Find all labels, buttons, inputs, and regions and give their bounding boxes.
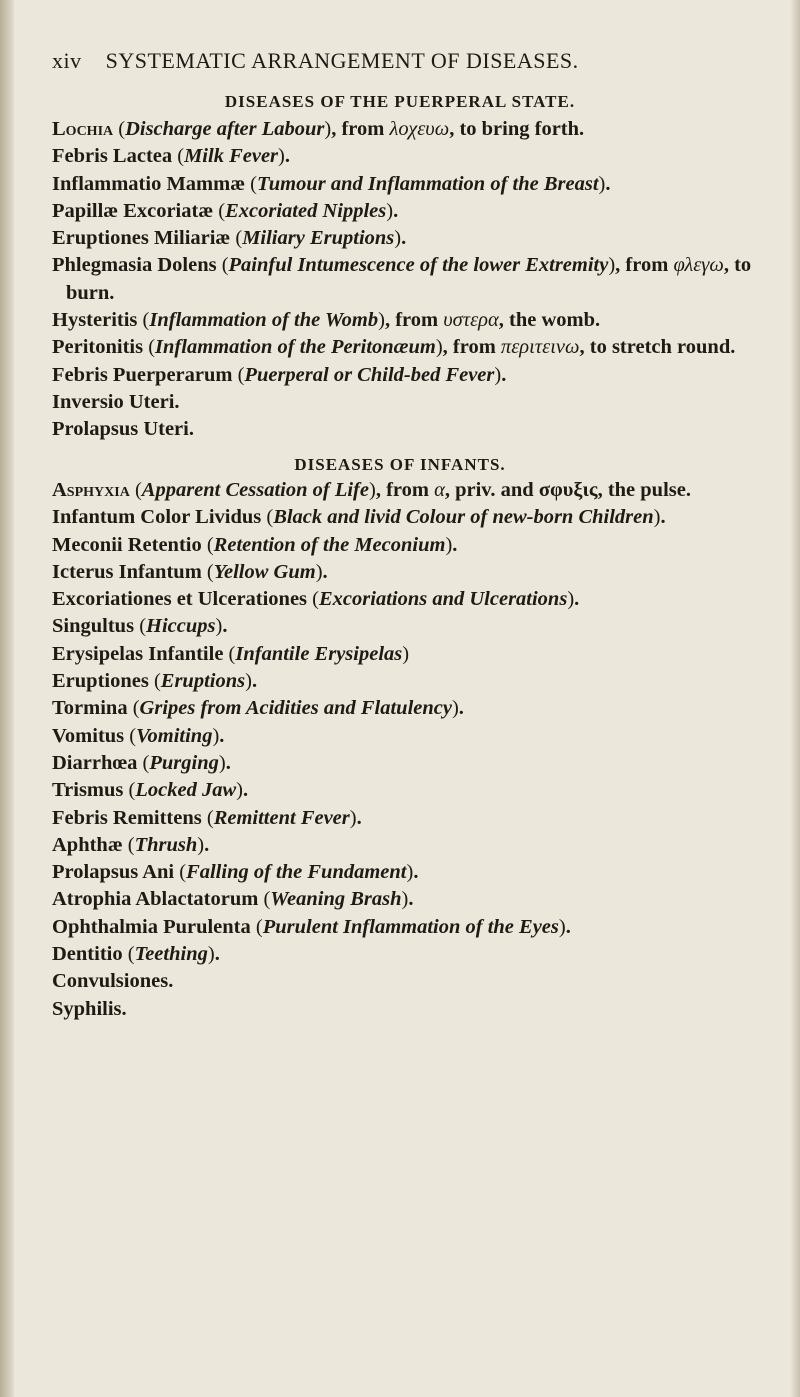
page-binding-edge	[0, 0, 14, 1397]
disease-entry: Singultus (Hiccups).	[52, 615, 228, 638]
disease-entry: Aphthæ (Thrush).	[52, 833, 210, 856]
entry-suffix: .	[565, 915, 571, 938]
entry-suffix: .	[222, 615, 228, 638]
disease-translation: Falling of the Fundament	[186, 861, 407, 884]
disease-term: Tormina	[52, 697, 128, 720]
disease-term: Febris Lactea	[52, 145, 173, 168]
page-right-edge	[790, 0, 800, 1397]
disease-term: Icterus Infantum	[52, 560, 202, 583]
disease-term: Dentitio	[52, 943, 123, 966]
disease-term: Convulsiones.	[52, 970, 174, 993]
disease-term: Hysteritis	[52, 309, 138, 332]
disease-entry: Peritonitis (Inflammation of the Peritonæum), from περιτεινω, to stretch round.	[52, 336, 736, 359]
page-title: SYSTEMATIC ARRANGEMENT OF DISEASES.	[105, 48, 579, 73]
disease-entry: Febris Remittens (Remittent Fever).	[52, 806, 362, 829]
disease-term: Lochia	[52, 118, 114, 140]
disease-entry: Febris Puerperarum (Puerperal or Child-bed Fever).	[52, 363, 507, 386]
disease-translation: Puerperal or Child-bed Fever	[244, 363, 495, 386]
disease-translation: Tumour and Inflammation of the Breast	[256, 172, 599, 195]
disease-translation: Yellow Gum	[213, 560, 316, 583]
disease-entry: Trismus (Locked Jaw).	[52, 779, 249, 802]
disease-translation: Black and livid Colour of new-born Children	[273, 506, 654, 529]
greek-etymology: περιτεινω	[500, 336, 580, 359]
disease-entry: Meconii Retentio (Retention of the Meconium).	[52, 533, 458, 556]
entry-suffix: .	[458, 697, 464, 720]
entry-suffix: , from	[331, 118, 390, 140]
entry-suffix: .	[251, 670, 258, 693]
disease-translation: Excoriations and Ulcerations	[319, 588, 568, 611]
entry-suffix: .	[452, 533, 458, 556]
entry-suffix: .	[284, 145, 290, 168]
disease-translation: Purging	[149, 751, 219, 774]
entry-suffix: , from	[375, 479, 435, 501]
disease-entry: Dentitio (Teething).	[52, 943, 220, 966]
disease-term: Eruptiones Miliariæ	[52, 227, 231, 250]
disease-term: Singultus	[52, 615, 135, 638]
disease-translation: Inflammation of the Womb	[149, 309, 379, 332]
disease-translation: Vomiting	[136, 724, 213, 747]
disease-entry: Eruptiones Miliariæ (Miliary Eruptions).	[52, 227, 407, 250]
running-head	[52, 48, 792, 74]
disease-entry: Papillæ Excoriatæ (Excoriated Nipples).	[52, 199, 399, 222]
disease-entry	[52, 389, 772, 416]
entry-suffix: .	[574, 588, 580, 611]
disease-term: Infantum Color Lividus	[52, 506, 262, 529]
disease-translation: Gripes from Acidities and Flatulency	[139, 697, 452, 720]
etymology-gloss: , to bring forth.	[449, 118, 585, 140]
disease-entry: Phlegmasia Dolens (Painful Intumescence of the lower Extremity), from φλεγω, to burn.	[52, 254, 752, 304]
disease-entry: Vomitus (Vomiting).	[52, 724, 225, 747]
disease-term: Ophthalmia Purulenta	[52, 915, 251, 938]
disease-entry	[52, 416, 772, 443]
disease-translation: Discharge after Labour	[125, 118, 325, 140]
disease-entry	[52, 996, 772, 1023]
greek-etymology: υστερα	[443, 309, 499, 332]
disease-entry: Tormina (Gripes from Acidities and Flatulency).	[52, 697, 464, 720]
disease-entry: Hysteritis (Inflammation of the Womb), from υστερα, the womb.	[52, 309, 601, 332]
disease-translation: Milk Fever	[184, 145, 279, 168]
disease-term: Asphyxia	[52, 479, 130, 501]
disease-entry: Atrophia Ablactatorum (Weaning Brash).	[52, 888, 414, 911]
disease-term: Vomitus	[52, 724, 125, 747]
disease-term: Prolapsus Ani	[52, 861, 175, 884]
disease-translation: Retention of the Meconium	[213, 533, 446, 556]
disease-translation: Inflammation of the Peritonæum	[155, 336, 436, 359]
disease-entry	[52, 968, 772, 995]
disease-entry: Ophthalmia Purulenta (Purulent Inflammation of the Eyes).	[52, 915, 571, 938]
disease-translation: Remittent Fever	[213, 806, 350, 829]
section-heading-infants: DISEASES OF INFANTS.	[294, 455, 506, 474]
disease-translation: Miliary Eruptions	[242, 227, 395, 250]
disease-entry: Prolapsus Ani (Falling of the Fundament).	[52, 861, 419, 884]
entry-suffix: .	[401, 227, 407, 250]
entry-suffix: .	[322, 560, 328, 583]
disease-translation: Infantile Erysipelas	[235, 642, 403, 665]
disease-term: Syphilis.	[52, 997, 127, 1020]
entry-suffix: .	[605, 172, 611, 195]
disease-term: Atrophia Ablactatorum	[52, 888, 259, 911]
infant-disease-list	[52, 477, 772, 1023]
disease-entry: Erysipelas Infantile (Infantile Erysipelas)	[52, 642, 410, 665]
disease-term: Papillæ Excoriatæ	[52, 199, 214, 222]
etymology-gloss: , the womb.	[498, 309, 601, 332]
disease-translation: Weaning Brash	[270, 888, 402, 911]
etymology-gloss: , to burn.	[66, 254, 752, 304]
section-heading-puerperal: DISEASES OF THE PUERPERAL STATE.	[224, 92, 576, 111]
etymology-gloss: , priv. and σφυξις, the pulse.	[444, 479, 691, 501]
disease-entry: Lochia (Discharge after Labour), from λοχευω, to bring forth.	[52, 118, 585, 140]
disease-term: Excoriationes et Ulcerationes	[52, 588, 308, 611]
disease-term: Inversio Uteri.	[52, 390, 180, 413]
entry-suffix: , from	[384, 309, 444, 332]
entry-suffix: .	[225, 751, 231, 774]
disease-entry: Febris Lactea (Milk Fever).	[52, 145, 290, 168]
disease-entry: Icterus Infantum (Yellow Gum).	[52, 560, 328, 583]
disease-translation: Locked Jaw	[135, 779, 237, 802]
entry-suffix: .	[204, 833, 210, 856]
entry-suffix: .	[413, 861, 419, 884]
disease-entry: Eruptiones (Eruptions).	[52, 670, 258, 693]
disease-translation: Eruptions	[160, 670, 246, 693]
disease-translation: Painful Intumescence of the lower Extremity	[228, 254, 609, 277]
disease-term: Eruptiones	[52, 670, 149, 693]
entry-suffix: .	[356, 806, 362, 829]
disease-term: Phlegmasia Dolens	[52, 254, 217, 277]
disease-term: Peritonitis	[52, 336, 144, 359]
entry-suffix: .	[660, 506, 666, 529]
etymology-gloss: , to stretch round.	[579, 336, 736, 359]
entry-suffix: , from	[615, 254, 674, 277]
disease-term: Prolapsus Uteri.	[52, 418, 194, 441]
disease-term: Febris Puerperarum	[52, 363, 233, 386]
entry-suffix: , from	[442, 336, 501, 359]
disease-term: Erysipelas Infantile	[52, 642, 224, 665]
disease-term: Inflammatio Mammæ	[52, 172, 246, 195]
disease-entry: Infantum Color Lividus (Black and livid Colour of new-born Children).	[52, 506, 666, 529]
page-number: xiv	[52, 48, 82, 73]
disease-term: Febris Remittens	[52, 806, 202, 829]
disease-term: Meconii Retentio	[52, 533, 202, 556]
disease-entry: Asphyxia (Apparent Cessation of Life), from α, priv. and σφυξις, the pulse.	[52, 479, 691, 501]
disease-translation: Purulent Inflammation of the Eyes	[262, 915, 559, 938]
entry-suffix: .	[408, 888, 414, 911]
greek-etymology: α	[434, 479, 445, 501]
disease-translation: Apparent Cessation of Life	[141, 479, 369, 501]
puerperal-disease-list	[52, 116, 772, 444]
disease-translation: Teething	[134, 943, 208, 966]
disease-term: Trismus	[52, 779, 124, 802]
entry-suffix: .	[214, 943, 220, 966]
disease-translation: Hiccups	[146, 615, 216, 638]
entry-suffix: .	[219, 724, 225, 747]
entry-suffix: .	[501, 363, 507, 386]
greek-etymology: λοχευω	[389, 118, 450, 140]
disease-term: Diarrhœa	[52, 751, 138, 774]
entry-suffix: .	[242, 779, 249, 802]
disease-translation: Excoriated Nipples	[225, 199, 387, 222]
disease-entry: Inflammatio Mammæ (Tumour and Inflammation of the Breast).	[52, 172, 611, 195]
greek-etymology: φλεγω	[673, 254, 724, 277]
disease-term: Aphthæ	[52, 833, 123, 856]
entry-suffix: .	[393, 199, 399, 222]
disease-entry: Excoriationes et Ulcerationes (Excoriations and Ulcerations).	[52, 588, 580, 611]
disease-translation: Thrush	[134, 833, 198, 856]
disease-entry: Diarrhœa (Purging).	[52, 751, 231, 774]
